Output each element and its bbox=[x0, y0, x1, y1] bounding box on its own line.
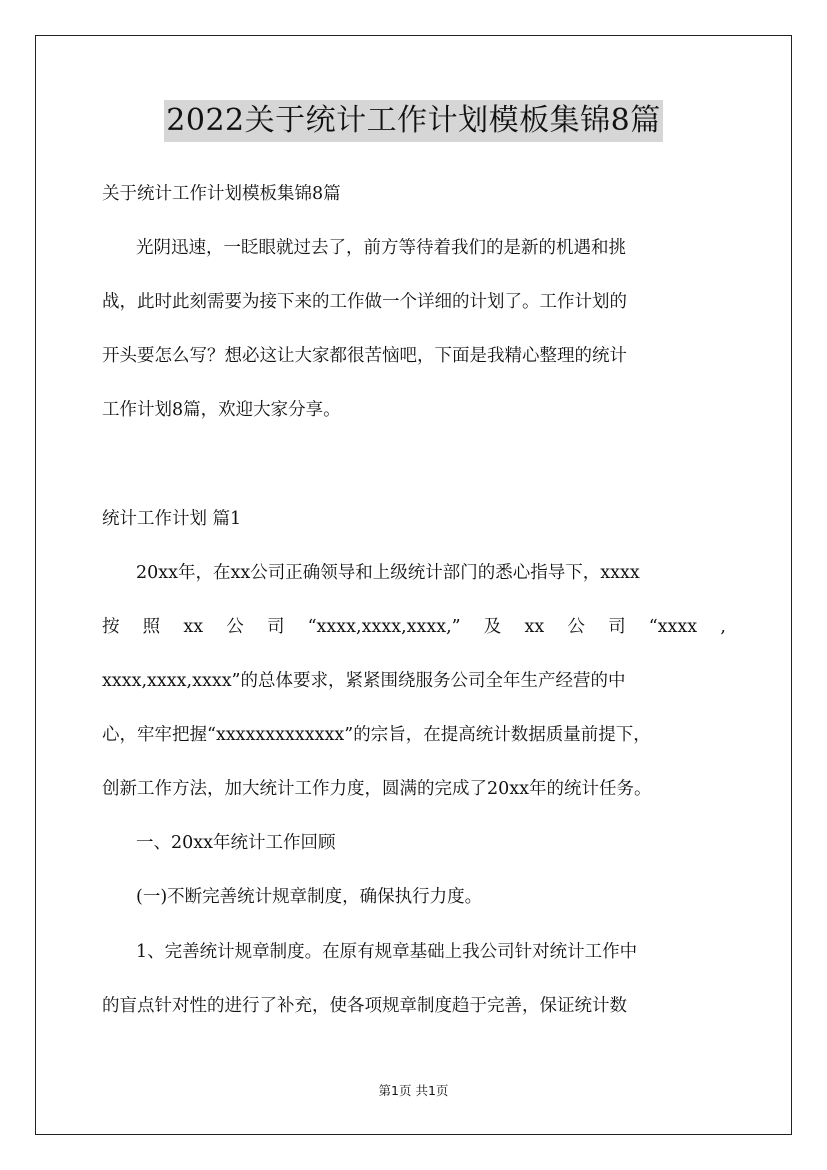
body-word: 按 bbox=[102, 617, 120, 637]
page-footer: 第1页 共1页 bbox=[378, 1083, 449, 1098]
body-word: 司 bbox=[266, 617, 285, 637]
intro-line: 光阴迅速，一眨眼就过去了，前方等待着我们的是新的机遇和挑 bbox=[136, 238, 626, 258]
body-word: xx bbox=[183, 617, 204, 637]
body-line: 的盲点针对性的进行了补充，使各项规章制度趋于完善，保证统计数 bbox=[102, 996, 627, 1016]
body-word: 照 bbox=[142, 617, 161, 637]
body-line: 一、20xx年统计工作回顾 bbox=[136, 833, 336, 853]
body-line: 1、完善统计规章制度。在原有规章基础上我公司针对统计工作中 bbox=[136, 942, 638, 962]
body-line-justified bbox=[102, 615, 726, 639]
body-line: (一)不断完善统计规章制度，确保执行力度。 bbox=[136, 887, 483, 907]
document-title-text: 2022关于统计工作计划模板集锦8篇 bbox=[164, 100, 662, 142]
body-line: 创新工作方法，加大统计工作力度，圆满的完成了20xx年的统计任务。 bbox=[102, 779, 652, 799]
body-word: “xxxx,xxxx,xxxx,” bbox=[307, 617, 461, 637]
intro-line: 战，此时此刻需要为接下来的工作做一个详细的计划了。工作计划的 bbox=[102, 292, 627, 312]
body-word: “xxxx bbox=[648, 617, 698, 637]
intro-line: 工作计划8篇，欢迎大家分享。 bbox=[102, 400, 341, 420]
document-subtitle: 关于统计工作计划模板集锦8篇 bbox=[102, 184, 341, 204]
body-word: xx bbox=[524, 617, 545, 637]
body-line: xxxx,xxxx,xxxx”的总体要求，紧紧围绕服务公司全年生产经营的中 bbox=[102, 671, 626, 691]
body-line: 20xx年，在xx公司正确领导和上级统计部门的悉心指导下，xxxx bbox=[136, 563, 640, 583]
body-line: 心，牢牢把握“xxxxxxxxxxxxx”的宗旨，在提高统计数据质量前提下， bbox=[102, 725, 651, 745]
body-word: 公 bbox=[567, 617, 585, 637]
section-heading: 统计工作计划 篇1 bbox=[102, 509, 242, 529]
intro-line: 开头要怎么写？想必这让大家都很苦恼吧，下面是我精心整理的统计 bbox=[102, 346, 627, 366]
body-word: 司 bbox=[608, 617, 626, 637]
body-word: 及 bbox=[483, 617, 502, 637]
body-word: , bbox=[720, 617, 726, 637]
document-title bbox=[0, 100, 827, 142]
body-word: 公 bbox=[226, 617, 244, 637]
